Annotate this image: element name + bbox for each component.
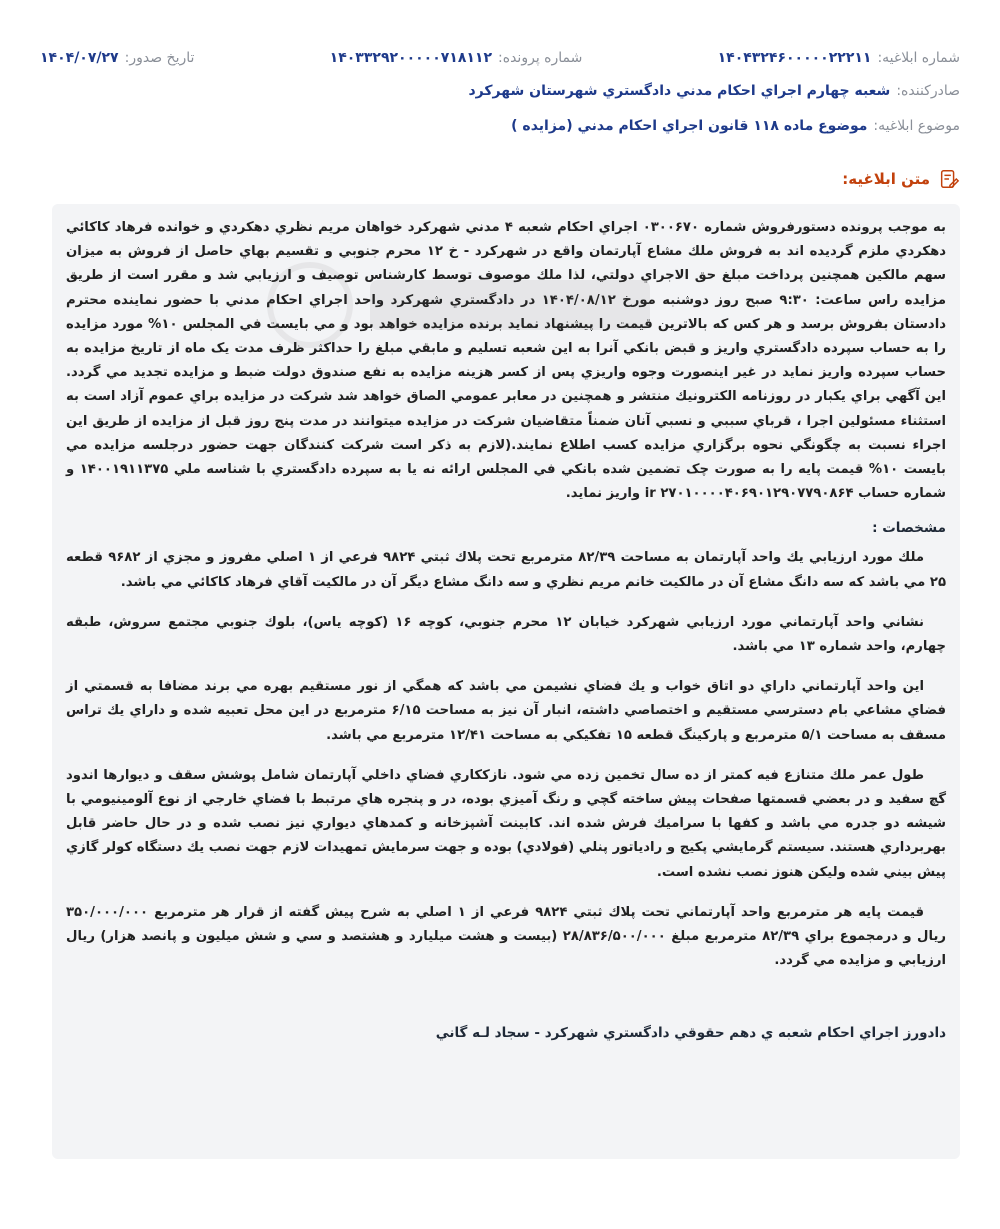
notice-number-label: شماره ابلاغیه: (877, 50, 960, 66)
notice-body-card (52, 204, 960, 1159)
signature-line: دادورز اجراي احكام شعبه ي دهم حقوقي دادگستري شهركرد - سجاد لـه گاني (435, 1025, 946, 1042)
subject-label: موضوع ابلاغیه: (873, 118, 960, 134)
issue-date-label: تاریخ صدور: (124, 50, 195, 66)
spec-paragraph-1: ملك مورد ارزيابي يك واحد آپارتمان به مساحت ۸۲/۳۹ مترمربع تحت پلاك ثبتي ۹۸۲۴ فرعي از ۱ اصلي مفروز و مجزي از ۹۶۸۲ قطعه ۲۵ مي باشد كه سه دانگ مشاع آن در مالكيت خانم مريم نظري و سه دانگ مشاع ديگر آن در مالكيت آقاي فرهاد كاكائي مي باشد. (66, 550, 946, 590)
sender-line (40, 83, 960, 99)
case-number (330, 50, 583, 66)
notice-text-heading (842, 168, 960, 190)
specs-title: مشخصات : (872, 520, 946, 537)
spec-paragraph-3: اين واحد آپارتماني داراي دو اتاق خواب و يك فضاي نشيمن مي باشد كه همگي از نور مستقيم بهره مي برند مضافا به قسمتي از فضاي مشاعي بام دسترسي مستقيم و اختصاصي داشته، انبار آن نيز به مساحت ۶/۱۵ مترمربع در اين محل تعبيه شده و داراي يك تراس مسقف به مساحت ۵/۱ مترمربع و پاركينگ قطعه ۱۵ تفكيكي به مساحت ۱۲/۴۱ مترمربع مي باشد. (66, 679, 946, 743)
case-number-label: شماره پرونده: (498, 50, 583, 66)
issue-date-value: ۱۴۰۴/۰۷/۲۷ (40, 50, 119, 66)
subject-value: موضوع ماده ۱۱۸ قانون اجراي احكام مدني (مزايده ) (511, 118, 868, 134)
notice-number (718, 50, 960, 66)
spec-paragraph-4: طول عمر ملك متنازع فيه كمتر از ده سال تخمين زده مي شود. نازككاري فضاي داخلي آپارتمان شامل پوشش سقف و ديوارها اندود گچ سفيد و در بعضي قسمتها صفحات پيش ساخته گچي و رنگ آميزي بوده، در و پنجره هاي مرتبط با فضاي خارجي از نوع آلومينيومي با شيشه دو جدره مي باشد و كفها با سراميك فرش شده اند. كابينت آشپزخانه و كمدهاي ديواري نيز نصب شده و در حال حاضر قابل بهربرداري هستند. سيستم گرمايشي پكيج و رادياتور پنلي (فولادي) بوده و جهت سرمايش تمهيدات لازم جهت نصب يك دستگاه كولر گازي پيش بيني شده وليكن هنوز نصب نشده است. (66, 767, 946, 880)
spec-paragraph-5: قيمت پايه هر مترمربع واحد آپارتماني تحت پلاك ثبتي ۹۸۲۴ فرعي از ۱ اصلي به شرح پيش گفته از قرار هر مترمربع ۳۵۰/۰۰۰/۰۰۰ ريال و درمجموع براي ۸۲/۳۹ مترمربع مبلغ ۲۸/۸۳۶/۵۰۰/۰۰۰ (بيست و هشت ميليارد و هشتصد و سي و شش ميليون و پانصد هزار) ريال ارزيابي و مزايده مي گردد. (66, 904, 946, 969)
spec-paragraph-2: نشاني واحد آپارتماني مورد ارزيابي شهركرد خيابان ۱۲ محرم جنوبي، كوچه ۱۶ (كوچه ياس)، بلوك جنوبي مجتمع سروش، طبقه چهارم، واحد شماره ۱۳ مي باشد. (66, 614, 946, 655)
subject-line (40, 118, 960, 134)
notice-text-title: متن ابلاغیه: (842, 170, 930, 188)
sender-label: صادرکننده: (896, 83, 960, 99)
notice-number-value: ۱۴۰۴۳۲۴۶۰۰۰۰۰۲۲۲۱۱ (717, 50, 872, 66)
meta-row (40, 44, 960, 72)
case-number-value: ۱۴۰۳۳۲۹۲۰۰۰۰۰۷۱۸۱۱۲ (329, 50, 493, 66)
document-edit-icon (938, 168, 960, 190)
body-paragraph-main: به موجب پرونده دستورفروش شماره ۰۳۰۰۶۷۰ اجراي احكام شعبه ۴ مدني شهركرد خواهان مريم نظري دهكردي و خوانده فرهاد كاكائي دهكردي ملزم گرديده اند به فروش ملك مشاع آپارتمان واقع در شهركرد - خ ۱۲ محرم جنوبي و تقسيم بهاي حاصل از فروش به ميزان سهم مالكين همچنين پرداخت مبلغ حق الاجراي دولتي، لذا ملك موصوف توسط كارشناس توصيف و ارزيابي شد و مقرر است از طريق مزايده راس ساعت: ۹:۳۰ صبح روز دوشنبه مورخ ۱۴۰۴/۰۸/۱۲ در دادگستري شهركرد واحد اجراي احكام مدني با حضور نماينده محترم دادستان بفروش برسد و هر كس كه بالاترين قيمت را پيشنهاد نمايد برنده مزايده خواهد بود و مي بايست في المجلس ۱۰% مورد مزايده را به حساب سپرده دادگستري واريز و قبض بانكي آنرا به اين شعبه تسليم و مابقي مبلغ را حداكثر ظرف مدت يک ماه از تاريخ مزايده به حساب سپرده واريز نمايد در غير اينصورت وجوه واريزي پس از كسر هزينه مزايده به نفع صندوق دولت ضبط و مزايده تجديد مي گردد. اين آگهي براي يكبار در روزنامه الكترونيك منتشر و همچنين در معابر عمومي الصاق خواهد شد شركت در مزايده براي عموم آزاد است به استثناء مسئولين اجرا ، قرباي سببي و نسبي آنان ضمناً متقاضيان شركت در مزايده ميتوانند در مدت پنج روز قبل از مزايده از طريق اين اجراء نسبت به چگونگي نحوه برگزاري مزايده كسب اطلاع نمايند.(لازم به ذكر است شركت كنندگان جهت حضور درجلسه مزايده مي بايست ۱۰% قيمت پايه را به صورت چک تضمين شده بانكي في المجلس ارائه نه يا به سپرده دادگستري با شناسه ملي ۱۴۰۰۱۹۱۱۳۷۵ و شماره حساب ۲۷۰۱۰۰۰۰۴۰۶۹۰۱۲۹۰۷۷۹۰۸۶۴ ir واريز نمايد. (66, 220, 947, 502)
issue-date (40, 50, 194, 66)
sender-value: شعبه چهارم اجراي احكام مدني دادگستري شهرستان شهركرد (468, 83, 891, 99)
